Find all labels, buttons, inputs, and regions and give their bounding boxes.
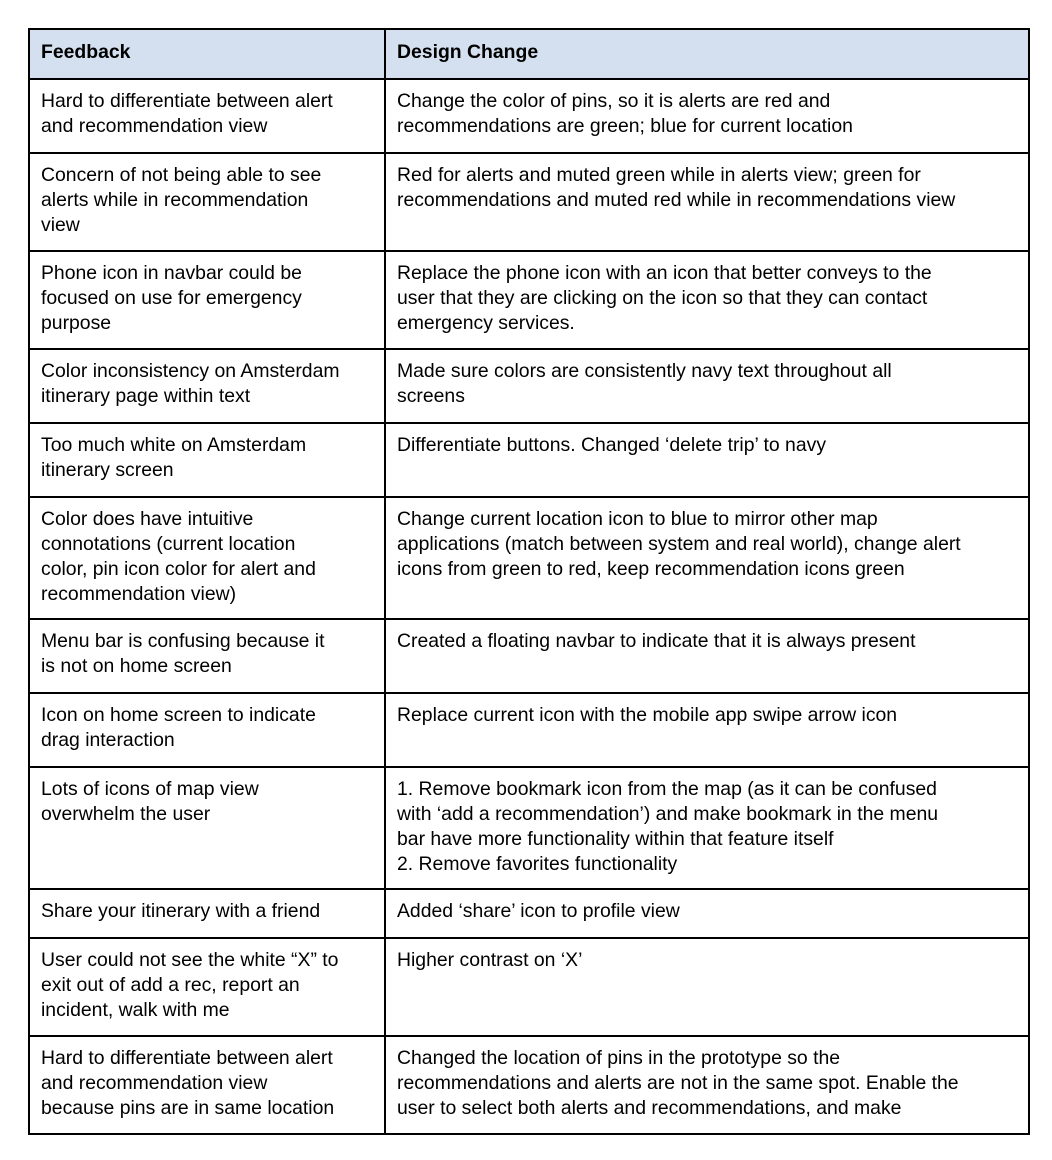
table-row [29,767,1029,889]
table-row [29,79,1029,153]
column-header-feedback: Feedback [29,29,385,79]
table-row [29,349,1029,423]
feedback-cell: Color does have intuitive connotations (current location color, pin icon color for alert and recommendation view) [29,497,385,619]
table-row [29,423,1029,497]
table-row [29,497,1029,619]
feedback-cell: Color inconsistency on Amsterdam itinerary page within text [29,349,385,423]
feedback-cell: User could not see the white “X” to exit out of add a rec, report an incident, walk with me [29,938,385,1036]
feedback-table [28,28,1030,1135]
table-row [29,1036,1029,1134]
design-change-cell: Higher contrast on ‘X’ [385,938,1029,1036]
design-change-cell: 1. Remove bookmark icon from the map (as it can be confused with ‘add a recommendation’) and make bookmark in the menu bar have more functionality within that feature itself 2. Remove favorites functionality [385,767,1029,889]
feedback-cell: Phone icon in navbar could be focused on use for emergency purpose [29,251,385,349]
feedback-cell: Hard to differentiate between alert and recommendation view [29,79,385,153]
feedback-cell: Lots of icons of map view overwhelm the user [29,767,385,889]
design-change-cell: Added ‘share’ icon to profile view [385,889,1029,938]
table-row [29,153,1029,251]
table-row [29,889,1029,938]
design-change-cell: Replace the phone icon with an icon that better conveys to the user that they are clicking on the icon so that they can contact emergency services. [385,251,1029,349]
feedback-cell: Menu bar is confusing because it is not on home screen [29,619,385,693]
design-change-cell: Changed the location of pins in the prototype so the recommendations and alerts are not in the same spot. Enable the user to select both alerts and recommendations, and make [385,1036,1029,1134]
feedback-cell: Too much white on Amsterdam itinerary screen [29,423,385,497]
table-row [29,619,1029,693]
design-change-cell: Change the color of pins, so it is alerts are red and recommendations are green; blue for current location [385,79,1029,153]
feedback-cell: Icon on home screen to indicate drag interaction [29,693,385,767]
feedback-cell: Hard to differentiate between alert and recommendation view because pins are in same location [29,1036,385,1134]
table-row [29,251,1029,349]
design-change-cell: Change current location icon to blue to mirror other map applications (match between system and real world), change alert icons from green to red, keep recommendation icons green [385,497,1029,619]
design-change-cell: Replace current icon with the mobile app swipe arrow icon [385,693,1029,767]
design-change-cell: Created a floating navbar to indicate that it is always present [385,619,1029,693]
table-row [29,693,1029,767]
feedback-cell: Concern of not being able to see alerts while in recommendation view [29,153,385,251]
design-change-cell: Differentiate buttons. Changed ‘delete trip’ to navy [385,423,1029,497]
table-header-row [29,29,1029,79]
feedback-cell: Share your itinerary with a friend [29,889,385,938]
table-row [29,938,1029,1036]
design-change-cell: Made sure colors are consistently navy text throughout all screens [385,349,1029,423]
design-change-cell: Red for alerts and muted green while in alerts view; green for recommendations and muted red while in recommendations view [385,153,1029,251]
column-header-design-change: Design Change [385,29,1029,79]
